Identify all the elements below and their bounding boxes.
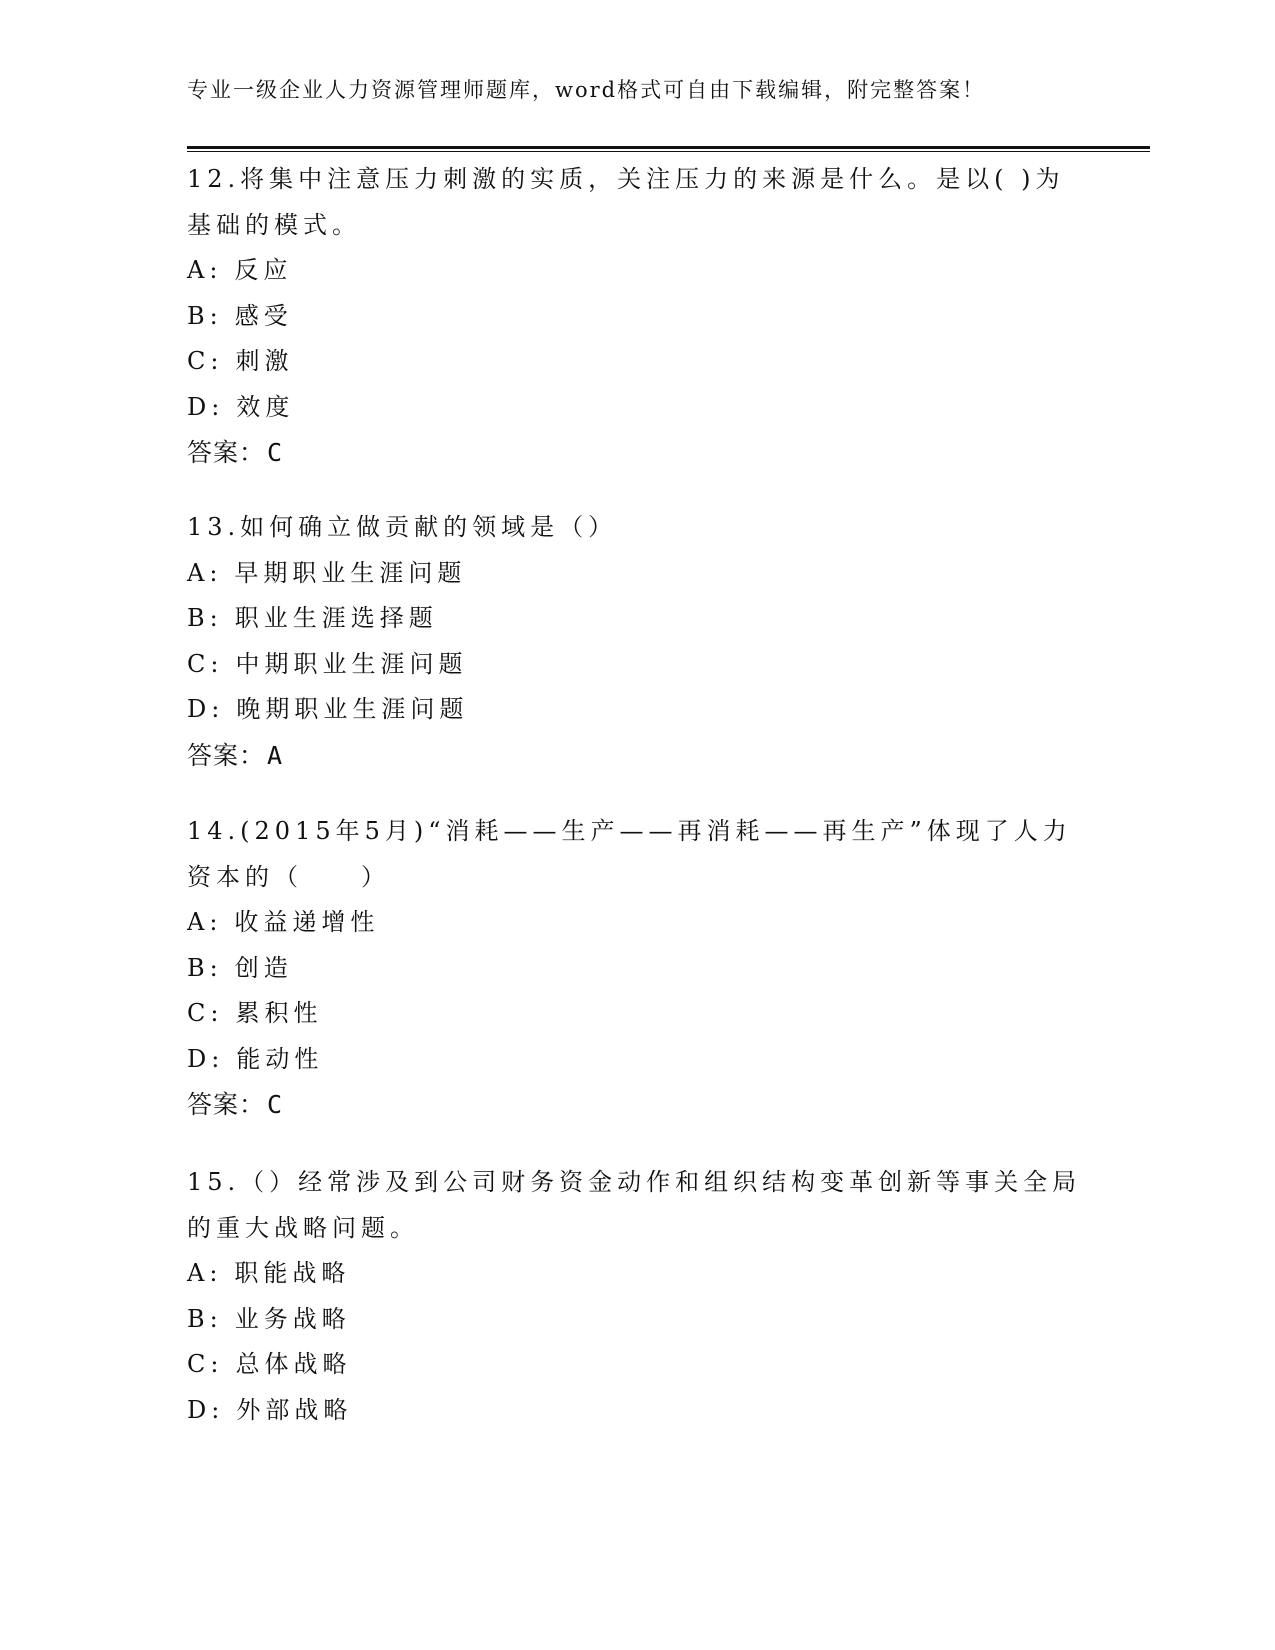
- option-letter: B:: [187, 301, 223, 330]
- answer-label: 答案：: [187, 740, 266, 770]
- question-stem: 12.将集中注意压力刺激的实质，关注压力的来源是什么。是以( )为: [187, 165, 1065, 193]
- question-stem: 14.(2015年5月)“消耗——生产——再消耗——再生产”体现了人力: [187, 817, 1072, 845]
- option-letter: B:: [187, 604, 223, 632]
- option-c: [187, 339, 1087, 385]
- option-a: [187, 900, 1087, 946]
- question-stem: 15.（）经常涉及到公司财务资金动作和组织结构变革创新等事关全局: [187, 1168, 1082, 1196]
- option-letter: D:: [187, 1044, 225, 1073]
- divider-thick-line: [187, 146, 1150, 149]
- divider-thin-line: [187, 151, 1150, 152]
- option-letter: A:: [187, 1259, 223, 1287]
- answer-label: 答案：: [187, 438, 266, 467]
- option-letter: D:: [187, 392, 225, 421]
- option-text: 总体战略: [235, 1350, 352, 1378]
- answer-value: A: [267, 740, 284, 770]
- page-header: 专业一级企业人力资源管理师题库，word格式可自由下载编辑，附完整答案！: [187, 78, 986, 102]
- option-text: 反应: [234, 256, 293, 284]
- option-text: 收益递增性: [234, 908, 380, 936]
- option-letter: C:: [187, 999, 224, 1027]
- option-letter: C:: [187, 649, 224, 678]
- option-a: [187, 551, 1087, 597]
- option-letter: D:: [187, 1395, 225, 1424]
- option-letter: C:: [187, 1350, 224, 1378]
- option-text: 效度: [236, 392, 295, 421]
- option-d: [187, 385, 1087, 431]
- option-letter: C:: [187, 347, 224, 375]
- option-text: 刺激: [235, 347, 294, 375]
- option-text: 职业生涯选择题: [234, 604, 438, 632]
- option-a: [187, 248, 1087, 294]
- option-c: [187, 991, 1087, 1037]
- option-letter: B:: [187, 1304, 223, 1333]
- header-divider: [187, 146, 1150, 153]
- question-stem-continued: 的重大战略问题。: [187, 1213, 419, 1242]
- option-letter: B:: [187, 953, 223, 982]
- answer-line: [187, 733, 1087, 779]
- option-b: [187, 1297, 1087, 1343]
- option-c: [187, 642, 1087, 688]
- answer-line: [187, 430, 1087, 476]
- option-a: [187, 1251, 1087, 1297]
- option-text: 累积性: [235, 999, 323, 1027]
- option-text: 外部战略: [236, 1395, 353, 1424]
- option-letter: A:: [187, 558, 223, 587]
- option-d: [187, 1388, 1087, 1434]
- option-text: 业务战略: [234, 1304, 351, 1333]
- option-b: [187, 946, 1087, 992]
- question-stem: 13.如何确立做贡献的领域是（）: [187, 513, 618, 541]
- answer-line: [187, 1082, 1087, 1128]
- option-b: [187, 596, 1087, 642]
- option-letter: A:: [187, 908, 223, 936]
- option-text: 晚期职业生涯问题: [236, 695, 469, 723]
- question-stem-continued: 基础的模式。: [187, 210, 361, 239]
- option-text: 感受: [234, 301, 293, 330]
- answer-value: C: [267, 1090, 284, 1119]
- question-15: [187, 1160, 1087, 1433]
- option-letter: A:: [187, 256, 223, 284]
- option-d: [187, 687, 1087, 733]
- answer-label: 答案：: [187, 1090, 266, 1119]
- option-c: [187, 1342, 1087, 1388]
- question-12: [187, 157, 1087, 476]
- option-text: 早期职业生涯问题: [234, 558, 467, 587]
- question-13: [187, 505, 1087, 778]
- option-text: 创造: [234, 953, 293, 982]
- option-text: 能动性: [236, 1044, 324, 1073]
- question-stem-continued: 资本的（ ）: [187, 862, 390, 891]
- option-b: [187, 294, 1087, 340]
- answer-value: C: [267, 438, 284, 467]
- question-14: [187, 809, 1087, 1128]
- option-text: 职能战略: [234, 1259, 351, 1287]
- option-text: 中期职业生涯问题: [235, 649, 468, 678]
- option-d: [187, 1037, 1087, 1083]
- option-letter: D:: [187, 695, 225, 723]
